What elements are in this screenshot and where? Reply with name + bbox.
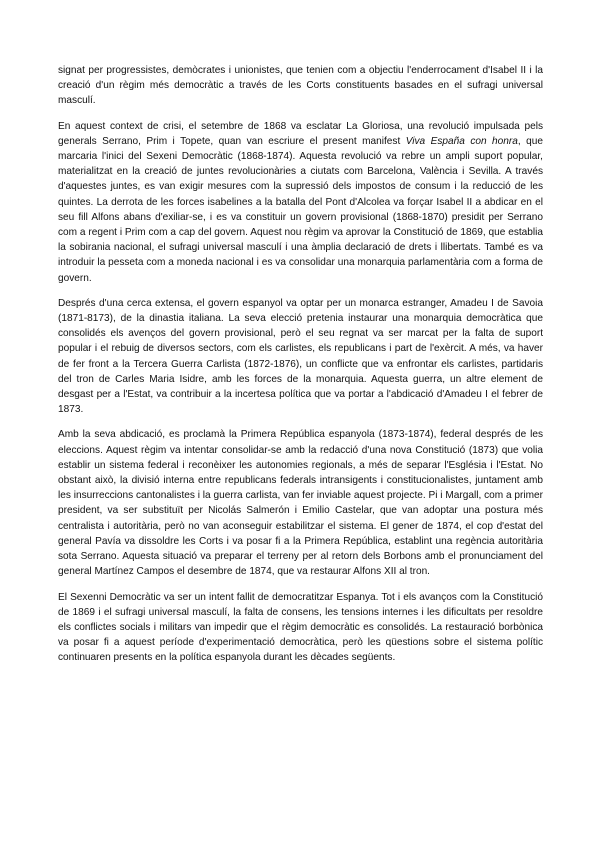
paragraph-2-text-after: , que marcaria l'inici del Sexeni Democràtic (1868-1874). Aquesta revolució va rebre un ampli suport popular, materialitzat en la creació de juntes revolucionàries a ciutats com Barcelona, València i Sevilla. A través d'aquestes juntes, es van exigir mesures com la supressió dels impostos de consum i la reducció de les quintes. La derrota de les forces isabelines a la batalla del Pont d'Alcolea va forçar Isabel II a abdicar en el seu fill Alfons abans d'exiliar-se, i es va constituir un govern provisional (1868-1870) presidit per Serrano com a regent i Prim com a cap del govern. Aquest nou règim va aprovar la Constitució de 1869, que establia la sobirania nacional, el sufragi universal masculí i una àmplia declaració de drets i llibertats. També es va introduir la pesseta com a moneda nacional i es va consolidar una monarquia parlamentària com a forma de govern. [58, 135, 543, 284]
paragraph-4: Amb la seva abdicació, es proclamà la Primera República espanyola (1873-1874), federal després de les eleccions. Aquest règim va intentar consolidar-se amb la redacció d'una nova Constitució (1873) que volia establir un sistema federal i reconèixer les autonomies regionals, a més de separar l'Església i l'Estat. No obstant això, la divisió interna entre republicans federals intransigents i constitucionalistes, juntament amb les insurreccions cantonalistes i la guerra carlista, van fer inviable aquest projecte. Pi i Margall, com a primer president, va ser substituït per Nicolás Salmerón i Emilio Castelar, que van adoptar una postura més centralista i autoritària, però no van aconseguir estabilitzar el sistema. El gener de 1874, el cop d'estat del general Pavía va dissoldre les Corts i va posar fi a la Primera República, establint una regència autoritària sota Serrano. Aquesta situació va preparar el terreny per al retorn dels Borbons amb el pronunciament del general Martínez Campos el desembre de 1874, que va restaurar Alfons XII al tron. [58, 429, 543, 578]
manifest-title: Viva España con honra [405, 135, 518, 147]
paragraph-1: signat per progressistes, demòcrates i unionistes, que tenien com a objectiu l'enderrocament d'Isabel II i la creació d'un règim més democràtic a través de les Corts constituents basades en el sufragi universal masculí. [58, 65, 543, 107]
paragraph-2-text-before: En aquest context de crisi, el setembre de 1868 va esclatar La Gloriosa, una revolució impulsada pels generals Serrano, Prim i Topete, quan van escriure el present manifest [58, 120, 543, 147]
paragraph-3: Després d'una cerca extensa, el govern espanyol va optar per un monarca estranger, Amadeu I de Savoia (1871-8173), de la dinastia italiana. La seva elecció pretenia instaurar una monarquia democràtica que consolidés els avenços del govern provisional, però el seu regnat va ser marcat per la falta de suport popular i el rebuig de diversos sectors, com els carlistes, els republicans i part de l'exèrcit. A més, va haver de fer front a la Tercera Guerra Carlista (1872-1876), un conflicte que va enfrontar els carlistes, partidaris del tron de Carles Maria Isidre, amb les forces de la monarquia. Aquesta guerra, un altre element de desgast per a l'Estat, va contribuir a la incertesa política que va portar a l'abdicació d'Amadeu I el febrer de 1873. [58, 297, 543, 416]
paragraph-2 [58, 119, 543, 286]
document-body [58, 63, 543, 676]
paragraph-5: El Sexenni Democràtic va ser un intent fallit de democratitzar Espanya. Tot i els avanços com la Constitució de 1869 i el sufragi universal masculí, la falta de consens, les tensions internes i les dificultats per resoldre els conflictes socials i militars van impedir que el règim democràtic es consolidés. La restauració borbònica va posar fi a aquest període d'experimentació democràtica, però les qüestions sobre el sistema polític continuaren presents en la política espanyola durant les dècades següents. [58, 591, 543, 664]
